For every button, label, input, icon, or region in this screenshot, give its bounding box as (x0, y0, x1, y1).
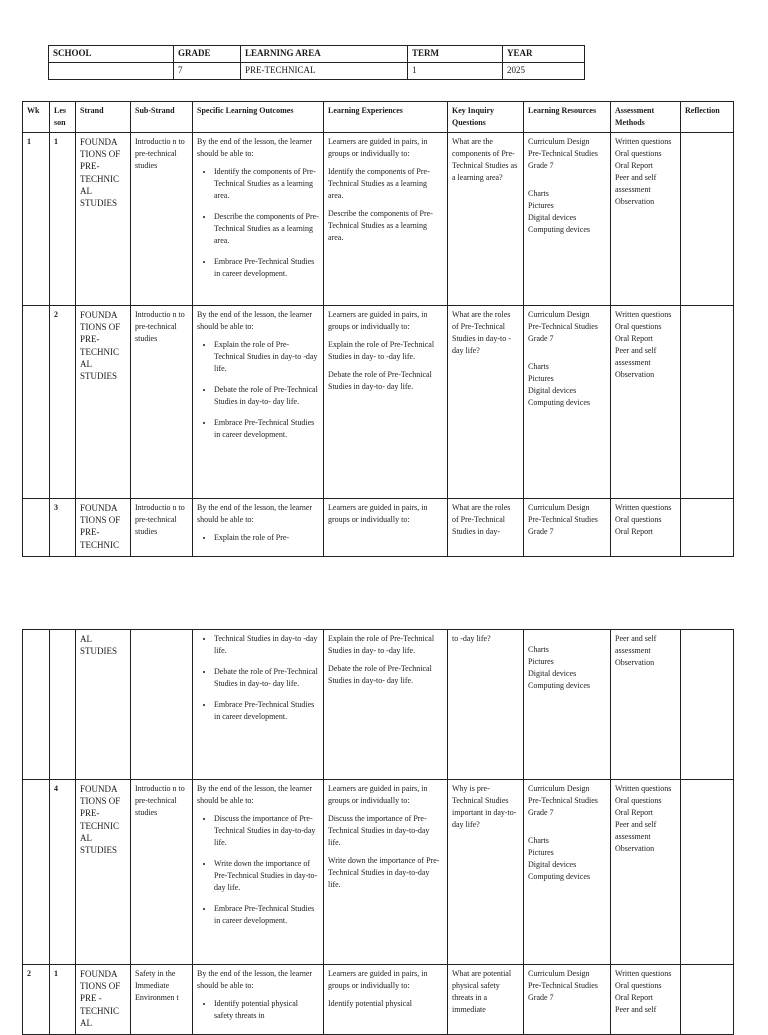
outcomes-cell (193, 133, 324, 306)
assessment-cell (611, 630, 681, 780)
reflection-cell (681, 780, 734, 965)
assessment-item: Written questions (615, 137, 672, 146)
grade-label: GRADE (174, 46, 241, 63)
resource-item: Computing devices (528, 398, 590, 407)
col-header-lesson: Les son (50, 102, 76, 133)
resource-item: Digital devices (528, 860, 577, 869)
experiences-cell (324, 499, 448, 557)
experiences-cell (324, 306, 448, 499)
lesson-cell: 1 (50, 965, 76, 1035)
col-header-wk: Wk (23, 102, 50, 133)
inquiry-question-cell: What are potential physical safety threats in a immediate (448, 965, 524, 1035)
resource-item: Pictures (528, 201, 554, 210)
resource-spacer (528, 345, 606, 361)
resource-item: Computing devices (528, 872, 590, 881)
resource-item: Pre-Technical Studies Grade 7 (528, 515, 598, 536)
resource-item: Pre-Technical Studies Grade 7 (528, 322, 598, 343)
outcomes-cell (193, 965, 324, 1035)
experience-item: Discuss the importance of Pre-Technical Studies in day-to-day life. (328, 814, 430, 847)
reflection-cell (681, 499, 734, 557)
resource-item: Pre-Technical Studies Grade 7 (528, 981, 598, 1002)
assessment-cell (611, 965, 681, 1035)
resource-spacer (528, 172, 606, 188)
outcome-item: • Debate the role of Pre-Technical Studies in day-to- day life. (214, 384, 319, 408)
experience-item: Learners are guided in pairs, in groups or individually to: (328, 503, 428, 524)
col-header-sub-strand: Sub-Strand (131, 102, 193, 133)
experience-item: Learners are guided in pairs, in groups or individually to: (328, 137, 428, 158)
col-header-reflection: Reflection (681, 102, 734, 133)
outcome-item: • Describe the components of Pre-Technical Studies as a learning area. (214, 211, 319, 247)
outcome-item: • Identify potential physical safety threats in (214, 998, 319, 1022)
outcomes-intro: By the end of the lesson, the learner should be able to: (197, 137, 313, 158)
experience-item: Write down the importance of Pre-Technical Studies in day-to-day life. (328, 856, 440, 889)
experience-item: Explain the role of Pre-Technical Studies in day- to -day life. (328, 634, 435, 655)
outcomes-list (197, 339, 319, 441)
resource-item: Digital devices (528, 213, 577, 222)
inquiry-question-cell: What are the components of Pre-Technical Studies as a learning area? (448, 133, 524, 306)
sub-strand-cell: Introductio n to pre-technical studies (131, 499, 193, 557)
col-header-resources: Learning Resources (524, 102, 611, 133)
experience-item: Learners are guided in pairs, in groups or individually to: (328, 310, 428, 331)
resource-item: Charts (528, 836, 549, 845)
inquiry-question-cell: to -day life? (448, 630, 524, 780)
inquiry-question-cell: What are the roles of Pre-Technical Studies in day-to -day life? (448, 306, 524, 499)
scheme-of-work-table-page-1 (22, 101, 734, 557)
assessment-cell (611, 499, 681, 557)
scheme-of-work-table-page-2 (22, 629, 734, 1035)
assessment-item: Peer and self assessment (615, 173, 657, 194)
resource-item: Curriculum Design (528, 503, 590, 512)
experience-item: Debate the role of Pre-Technical Studies in day-to- day life. (328, 664, 432, 685)
header-table (48, 45, 585, 80)
resource-spacer (528, 819, 606, 835)
strand-cell: FOUNDA TIONS OF PRE-TECHNIC AL STUDIES (76, 780, 131, 965)
lesson-cell (50, 630, 76, 780)
school-value (49, 63, 174, 80)
sub-strand-cell: Introductio n to pre-technical studies (131, 306, 193, 499)
experiences-cell (324, 965, 448, 1035)
learning-area-label: LEARNING AREA (241, 46, 408, 63)
outcomes-list (197, 998, 319, 1022)
lesson-row (23, 133, 734, 306)
resources-cell (524, 306, 611, 499)
school-label: SCHOOL (49, 46, 174, 63)
col-header-assessment: Assessment Methods (611, 102, 681, 133)
column-header-row (23, 102, 734, 133)
outcomes-list (197, 633, 319, 723)
sub-strand-cell: Introductio n to pre-technical studies (131, 780, 193, 965)
resource-item: Computing devices (528, 681, 590, 690)
sub-strand-cell: Introductio n to pre-technical studies (131, 133, 193, 306)
lesson-cell: 2 (50, 306, 76, 499)
outcome-item: • Embrace Pre-Technical Studies in career development. (214, 699, 319, 723)
experiences-cell (324, 133, 448, 306)
outcome-item: • Explain the role of Pre- (214, 532, 319, 544)
assessment-item: Oral questions (615, 322, 662, 331)
col-header-strand: Strand (76, 102, 131, 133)
assessment-item: Oral questions (615, 796, 662, 805)
assessment-item: Oral questions (615, 515, 662, 524)
lesson-row (23, 630, 734, 780)
resource-item: Charts (528, 362, 549, 371)
assessment-item: Written questions (615, 969, 672, 978)
experiences-cell (324, 630, 448, 780)
outcome-item: • Embrace Pre-Technical Studies in career development. (214, 417, 319, 441)
inquiry-question-cell: What are the roles of Pre-Technical Studies in day- (448, 499, 524, 557)
outcomes-intro: By the end of the lesson, the learner should be able to: (197, 310, 313, 331)
outcomes-list (197, 532, 319, 544)
resource-item: Curriculum Design (528, 310, 590, 319)
col-header-questions: Key Inquiry Questions (448, 102, 524, 133)
term-value: 1 (408, 63, 503, 80)
outcome-item: • Write down the importance of Pre-Technical Studies in day-to-day life. (214, 858, 319, 894)
strand-cell: FOUNDA TIONS OF PRE-TECHNIC AL STUDIES (76, 133, 131, 306)
experiences-cell (324, 780, 448, 965)
resource-item: Charts (528, 189, 549, 198)
outcome-item: • Embrace Pre-Technical Studies in career development. (214, 256, 319, 280)
strand-cell: FOUNDA TIONS OF PRE-TECHNIC (76, 499, 131, 557)
reflection-cell (681, 965, 734, 1035)
experience-item: Debate the role of Pre-Technical Studies in day-to- day life. (328, 370, 432, 391)
week-cell: 2 (23, 965, 50, 1035)
assessment-cell (611, 133, 681, 306)
resource-item: Pre-Technical Studies Grade 7 (528, 149, 598, 170)
col-header-experiences: Learning Experiences (324, 102, 448, 133)
reflection-cell (681, 306, 734, 499)
lesson-cell: 1 (50, 133, 76, 306)
lesson-cell: 4 (50, 780, 76, 965)
week-cell: 1 (23, 133, 50, 306)
learning-area-value: PRE-TECHNICAL (241, 63, 408, 80)
week-cell (23, 306, 50, 499)
lesson-row (23, 780, 734, 965)
assessment-item: Observation (615, 197, 655, 206)
experience-item: Describe the components of Pre-Technical Studies as a learning area. (328, 209, 433, 242)
outcomes-cell (193, 780, 324, 965)
resource-item: Curriculum Design (528, 784, 590, 793)
resources-cell (524, 965, 611, 1035)
header-label-row (49, 46, 585, 63)
term-label: TERM (408, 46, 503, 63)
assessment-item: Oral Report (615, 527, 653, 536)
resource-item: Digital devices (528, 386, 577, 395)
inquiry-question-cell: Why is pre-Technical Studies important in day-to-day life? (448, 780, 524, 965)
outcome-item: • Debate the role of Pre-Technical Studies in day-to- day life. (214, 666, 319, 690)
assessment-item: Oral Report (615, 161, 653, 170)
experience-item: Learners are guided in pairs, in groups or individually to: (328, 969, 428, 990)
resource-item: Pre-Technical Studies Grade 7 (528, 796, 598, 817)
strand-cell: FOUNDA TIONS OF PRE - TECHNIC AL (76, 965, 131, 1035)
week-cell (23, 630, 50, 780)
experience-item: Identify the components of Pre-Technical Studies as a learning area. (328, 167, 430, 200)
outcomes-intro: By the end of the lesson, the learner should be able to: (197, 969, 313, 990)
resource-item: Curriculum Design (528, 969, 590, 978)
assessment-item: Peer and self assessment (615, 820, 657, 841)
assessment-item: Oral Report (615, 334, 653, 343)
sub-strand-cell: Safety in the Immediate Environmen t (131, 965, 193, 1035)
strand-cell: AL STUDIES (76, 630, 131, 780)
resources-cell (524, 780, 611, 965)
resource-item: Computing devices (528, 225, 590, 234)
experience-item: Learners are guided in pairs, in groups or individually to: (328, 784, 428, 805)
assessment-item: Peer and self assessment (615, 634, 657, 655)
header-value-row (49, 63, 585, 80)
assessment-item: Observation (615, 844, 655, 853)
assessment-item: Oral questions (615, 981, 662, 990)
assessment-item: Peer and self assessment (615, 346, 657, 367)
outcomes-cell (193, 630, 324, 780)
reflection-cell (681, 133, 734, 306)
assessment-cell (611, 780, 681, 965)
assessment-item: Observation (615, 370, 655, 379)
resource-item: Digital devices (528, 669, 577, 678)
experience-item: Explain the role of Pre-Technical Studies in day- to -day life. (328, 340, 435, 361)
assessment-item: Observation (615, 658, 655, 667)
outcomes-list (197, 166, 319, 280)
assessment-item: Written questions (615, 784, 672, 793)
week-cell (23, 780, 50, 965)
outcome-item: • Embrace Pre-Technical Studies in career development. (214, 903, 319, 927)
experience-item: Identify potential physical (328, 999, 412, 1008)
sub-strand-cell (131, 630, 193, 780)
resources-cell (524, 133, 611, 306)
week-cell (23, 499, 50, 557)
outcome-item: • Identify the components of Pre-Technical Studies as a learning area. (214, 166, 319, 202)
outcomes-cell (193, 306, 324, 499)
reflection-cell (681, 630, 734, 780)
assessment-item: Written questions (615, 310, 672, 319)
resources-cell (524, 630, 611, 780)
assessment-item: Oral Report (615, 808, 653, 817)
year-label: YEAR (503, 46, 585, 63)
assessment-item: Oral questions (615, 149, 662, 158)
strand-cell: FOUNDA TIONS OF PRE-TECHNIC AL STUDIES (76, 306, 131, 499)
outcome-item: • Discuss the importance of Pre-Technical Studies in day-to-day life. (214, 813, 319, 849)
lesson-row (23, 306, 734, 499)
col-header-outcomes: Specific Learning Outcomes (193, 102, 324, 133)
assessment-item: Oral Report (615, 993, 653, 1002)
grade-value: 7 (174, 63, 241, 80)
resource-item: Charts (528, 645, 549, 654)
outcomes-cell (193, 499, 324, 557)
lesson-cell: 3 (50, 499, 76, 557)
resource-item: Pictures (528, 657, 554, 666)
outcomes-intro: By the end of the lesson, the learner should be able to: (197, 503, 313, 524)
outcomes-intro: By the end of the lesson, the learner should be able to: (197, 784, 313, 805)
resource-item: Pictures (528, 848, 554, 857)
resource-item: Curriculum Design (528, 137, 590, 146)
year-value: 2025 (503, 63, 585, 80)
outcome-item: • Technical Studies in day-to -day life. (214, 633, 319, 657)
assessment-item: Written questions (615, 503, 672, 512)
assessment-item: Peer and self (615, 1005, 657, 1014)
resource-item: Pictures (528, 374, 554, 383)
outcomes-list (197, 813, 319, 927)
lesson-row (23, 499, 734, 557)
outcome-item: • Explain the role of Pre-Technical Studies in day-to -day life. (214, 339, 319, 375)
assessment-cell (611, 306, 681, 499)
lesson-row (23, 965, 734, 1035)
resources-cell (524, 499, 611, 557)
